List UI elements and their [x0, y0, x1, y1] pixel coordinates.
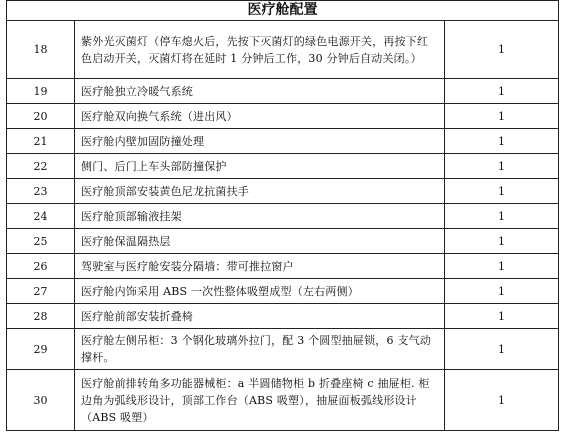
item-number: 26 [7, 254, 75, 279]
item-description: 医疗舱双向换气系统（进出风） [75, 104, 445, 129]
table-row [7, 154, 559, 179]
item-quantity: 1 [445, 129, 559, 154]
item-description: 侧门、后门上车头部防撞保护 [75, 154, 445, 179]
item-number: 30 [7, 370, 75, 431]
item-description: 医疗舱顶部安装黄色尼龙抗菌扶手 [75, 179, 445, 204]
table-row [7, 229, 559, 254]
item-quantity: 1 [445, 21, 559, 79]
table-row [7, 204, 559, 229]
item-description: 医疗舱保温隔热层 [75, 229, 445, 254]
table-row [7, 254, 559, 279]
item-quantity: 1 [445, 229, 559, 254]
item-quantity: 1 [445, 204, 559, 229]
item-number: 28 [7, 304, 75, 329]
item-number: 20 [7, 104, 75, 129]
item-description: 驾驶室与医疗舱安装分隔墙：带可推拉窗户 [75, 254, 445, 279]
item-quantity: 1 [445, 154, 559, 179]
item-number: 25 [7, 229, 75, 254]
title-row [7, 1, 559, 21]
table-row [7, 304, 559, 329]
item-description: 医疗舱内饰采用 ABS 一次性整体吸塑成型（左右两侧） [75, 279, 445, 304]
item-number: 22 [7, 154, 75, 179]
item-description: 医疗舱内壁加固防撞处理 [75, 129, 445, 154]
item-quantity: 1 [445, 329, 559, 370]
item-quantity: 1 [445, 304, 559, 329]
item-quantity: 1 [445, 370, 559, 431]
item-number: 29 [7, 329, 75, 370]
item-number: 18 [7, 21, 75, 79]
item-quantity: 1 [445, 279, 559, 304]
table-row [7, 179, 559, 204]
item-number: 27 [7, 279, 75, 304]
item-description: 医疗舱前部安装折叠椅 [75, 304, 445, 329]
table-row [7, 104, 559, 129]
item-quantity: 1 [445, 104, 559, 129]
item-description: 医疗舱顶部输液挂架 [75, 204, 445, 229]
table-row [7, 329, 559, 370]
table-row [7, 129, 559, 154]
table-row [7, 279, 559, 304]
item-number: 24 [7, 204, 75, 229]
item-description: 医疗舱独立冷暖气系统 [75, 79, 445, 104]
item-description: 医疗舱左侧吊柜：3 个钢化玻璃外拉门，配 3 个圆型抽屉锁，6 支气动撑杆。 [75, 329, 445, 370]
item-number: 21 [7, 129, 75, 154]
item-description: 紫外光灭菌灯（停车熄火后，先按下灭菌灯的绿色电源开关，再按下红色启动开关，灭菌灯将在延时 1 分钟后工作，30 分钟后自动关闭。） [75, 21, 445, 79]
table-row [7, 21, 559, 79]
item-description: 医疗舱前排转角多功能器械柜：a 半圆储物柜 b 折叠座椅 c 抽屉柜. 柜边角为弧线形设计，顶部工作台（ABS 吸塑），抽屉面板弧线形设计（ABS 吸塑） [75, 370, 445, 431]
item-quantity: 1 [445, 179, 559, 204]
table-title: 医疗舱配置 [7, 1, 559, 21]
table-row [7, 370, 559, 431]
item-quantity: 1 [445, 254, 559, 279]
config-sheet [6, 0, 558, 431]
table-row [7, 79, 559, 104]
item-number: 19 [7, 79, 75, 104]
item-number: 23 [7, 179, 75, 204]
item-quantity: 1 [445, 79, 559, 104]
config-table [6, 0, 559, 431]
